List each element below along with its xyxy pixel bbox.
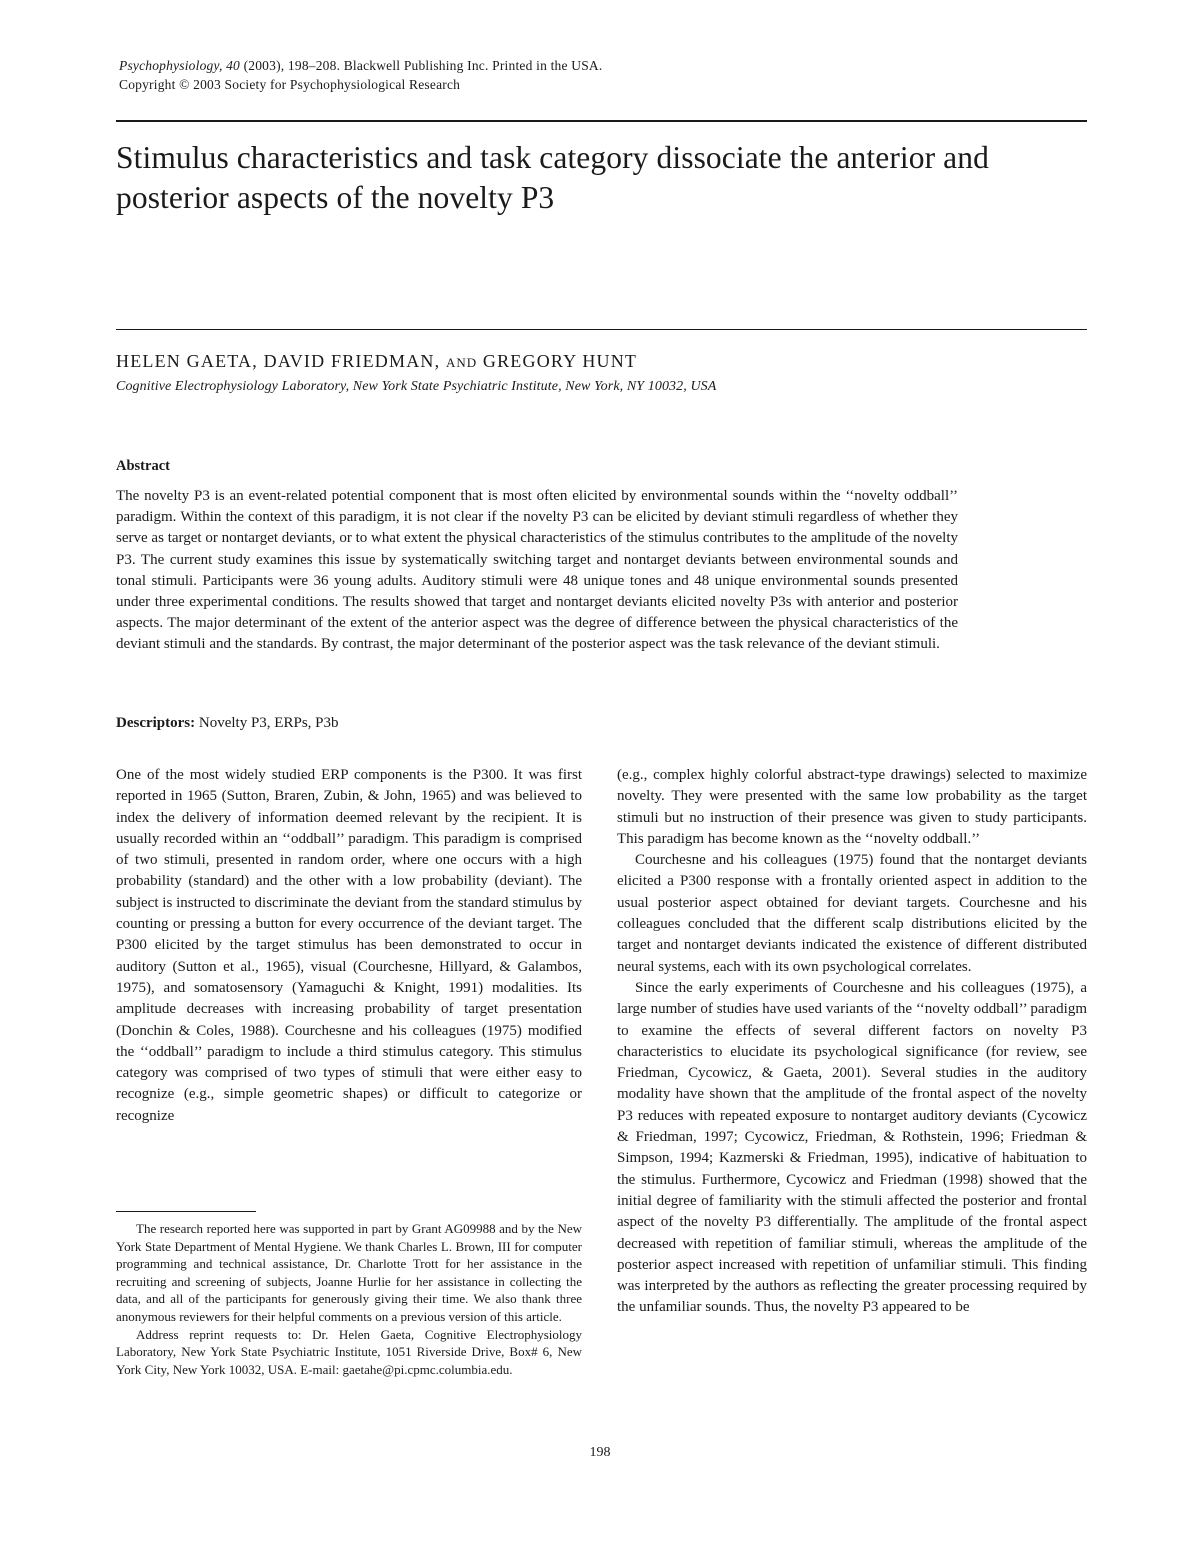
author-list	[116, 351, 637, 372]
title-rule	[116, 329, 1087, 330]
descriptors-label: Descriptors:	[116, 715, 196, 731]
page-number: 198	[589, 1445, 611, 1460]
descriptors-value: Novelty P3, ERPs, P3b	[198, 715, 339, 731]
footnote-address: Address reprint requests to: Dr. Helen Gaeta, Cognitive Electrophysiology Laboratory, New York State Psychiatric Institute, 1051 Riverside Drive, Box# 6, New York City, New York 10032, USA. E-mail: gaetahe@pi.cpmc.columbia.edu.	[116, 1326, 582, 1377]
footnotes	[116, 1220, 582, 1378]
descriptors	[116, 715, 339, 732]
body-column-right	[617, 765, 1087, 1319]
copyright-line: Copyright © 2003 Society for Psychophysiological Research	[119, 77, 461, 92]
authors-main: HELEN GAETA, DAVID FRIEDMAN,	[116, 351, 441, 371]
body-paragraph: Since the early experiments of Courchesne and his colleagues (1975), a large number of studies have used variants of the ‘‘novelty oddball’’ paradigm to examine the effects of several different factors on novelty P3 characteristics to elucidate its psychological significance (for review, see Friedman, Cycowicz, & Gaeta, 2001). Several studies in the auditory modality have shown that the amplitude of the frontal aspect of the novelty P3 reduces with repeated exposure to nontarget auditory deviants (Cycowicz & Friedman, 1997; Cycowicz, Friedman, & Rothstein, 1996; Friedman & Simpson, 1994; Kazmerski & Friedman, 1995), indicative of habituation to the stimulus. Furthermore, Cycowicz and Friedman (1998) showed that the initial degree of familiarity with the stimuli affected the posterior and frontal aspect of the novelty P3 differentially. The amplitude of the frontal aspect decreased with repetition of familiar stimuli, whereas the amplitude of the posterior aspect increased with repetition of unfamiliar stimuli. This finding was interpreted by the authors as reflecting the greater processing required by the unfamiliar sounds. Thus, the novelty P3 appeared to be	[617, 979, 1087, 1316]
author-affiliation: Cognitive Electrophysiology Laboratory, New York State Psychiatric Institute, New York, NY 10032, USA	[116, 379, 717, 394]
body-paragraph: One of the most widely studied ERP components is the P300. It was first reported in 1965 (Sutton, Braren, Zubin, & John, 1965) and was believed to index the delivery of information deemed relevant by the recipient. It is usually recorded within an ‘‘oddball’’ paradigm. This paradigm is comprised of two stimuli, presented in random order, where one occurs with a high probability (standard) and the other with a low probability (deviant). The subject is instructed to discriminate the deviant from the standard stimulus by counting or pressing a button for every occurrence of the deviant target. The P300 elicited by the target stimulus has been demonstrated to occur in auditory (Sutton et al., 1965), visual (Courchesne, Hillyard, & Galambos, 1975), and somatosensory (Yamaguchi & Knight, 1991) modalities. Its amplitude decreases with increasing probability of target presentation (Donchin & Coles, 1988). Courchesne and his colleagues (1975) modified the ‘‘oddball’’ paradigm to include a third stimulus category. This stimulus category was comprised of two types of stimuli that were either easy to recognize (e.g., simple geometric shapes) or difficult to categorize or recognize	[116, 767, 582, 1124]
journal-volume: 40	[226, 58, 240, 73]
journal-name: Psychophysiology	[119, 58, 219, 73]
citation-details: (2003), 198–208. Blackwell Publishing Inc. Printed in the USA.	[240, 58, 603, 73]
journal-citation	[119, 56, 602, 94]
abstract-text: The novelty P3 is an event-related potential component that is most often elicited by environmental sounds within the ‘‘novelty oddball’’ paradigm. Within the context of this paradigm, it is not clear if the novelty P3 can be elicited by deviant stimuli regardless of whether they serve as target or nontarget deviants, or to what extent the physical characteristics of the stimulus contributes to the amplitude of the novelty P3. The current study examines this issue by systematically switching target and nontarget deviants between environmental sounds and tonal stimuli. Participants were 36 young adults. Auditory stimuli were 48 unique tones and 48 unique environmental sounds presented under three experimental conditions. The results showed that target and nontarget deviants elicited novelty P3s with anterior and posterior aspects. The major determinant of the extent of the anterior aspect was the degree of difference between the physical characteristics of the deviant stimuli and the standards. By contrast, the major determinant of the posterior aspect was the task relevance of the deviant stimuli.	[116, 488, 958, 653]
body-paragraph: Courchesne and his colleagues (1975) found that the nontarget deviants elicited a P300 response with a frontally oriented aspect in addition to the usual posterior aspect obtained for deviant targets. Courchesne and his colleagues concluded that the different scalp distributions elicited by the target and nontarget deviants indicated the existence of different distributed neural systems, each with its own psychological correlates.	[617, 852, 1087, 975]
body-paragraph: (e.g., complex highly colorful abstract-type drawings) selected to maximize novelty. They were presented with the same low probability as the target stimuli but no instruction of their presence was given to study participants. This paradigm has become known as the ‘‘novelty oddball.’’	[617, 767, 1087, 847]
body-column-left	[116, 765, 582, 1127]
header-rule	[116, 120, 1087, 122]
article-title: Stimulus characteristics and task category dissociate the anterior and posterior aspects of the novelty P3	[116, 140, 989, 215]
footnote-rule	[116, 1211, 256, 1212]
abstract-heading: Abstract	[116, 458, 170, 474]
authors-and: AND	[446, 355, 478, 370]
journal-citation-line: Psychophysiology, 40 (2003), 198–208. Blackwell Publishing Inc. Printed in the USA.	[119, 58, 603, 73]
authors-last: GREGORY HUNT	[482, 351, 638, 371]
footnote-funding: The research reported here was supported in part by Grant AG09988 and by the New York State Department of Mental Hygiene. We thank Charles L. Brown, III for computer programming and technical assistance, Dr. Charlotte Trott for her assistance in the recruiting and screening of subjects, Joanne Hurlie for her assistance in collecting the data, and all of the participants for generously giving their time. We also thank three anonymous reviewers for their helpful comments on a previous version of this article.	[116, 1221, 582, 1324]
